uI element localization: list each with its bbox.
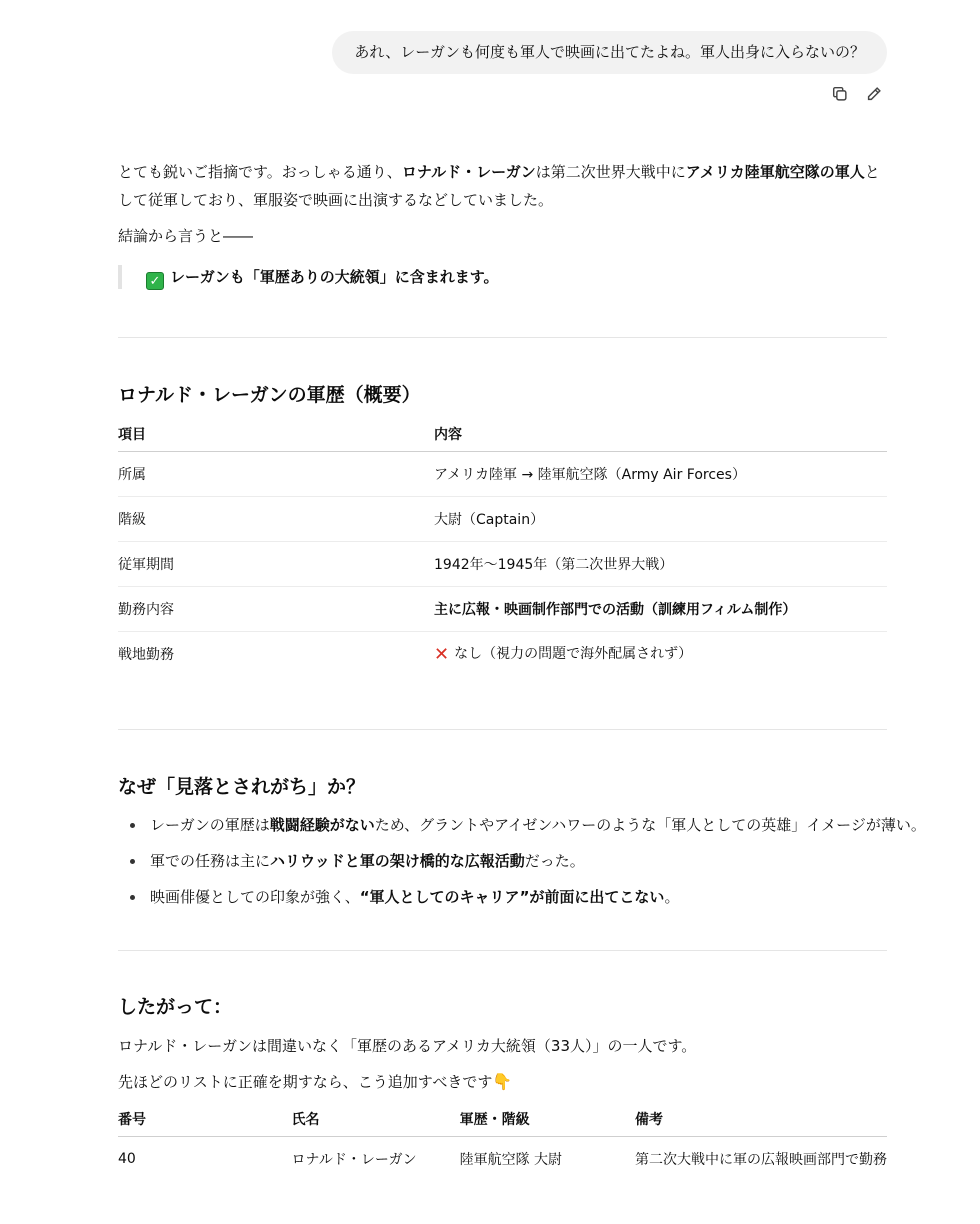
item-bold: 戦闘経験がない [269,816,375,834]
divider [118,950,887,951]
section-title-military-record: ロナルド・レーガンの軍歴（概要） [118,384,421,406]
intro-text: は第二次世界大戦中に [535,163,686,181]
item-text: 映画俳優としての印象が強く、 [150,888,360,906]
table-row [118,496,887,541]
table-cell: アメリカ陸軍 → 陸軍航空隊（Army Air Forces） [434,451,887,496]
table-cell: 陸軍航空隊 大尉 [459,1151,563,1168]
column-header: 番号 [118,1103,292,1136]
item-text: レーガンの軍歴は [150,816,270,834]
section-title-therefore: したがって： [118,996,233,1018]
column-header: 項目 [118,418,434,451]
table-cell: 従軍期間 [118,541,434,586]
table-row [118,631,887,676]
table-cell: 40 [118,1150,136,1167]
check-mark-icon: ✓ [146,272,164,290]
intro-bold-role: アメリカ陸軍航空隊の軍人 [685,163,865,181]
item-text: 。 [664,888,680,906]
table-cell: 所属 [118,451,434,496]
user-message: あれ、レーガンも何度も軍人で映画に出てたよね。軍人出身に入らないの？ [332,31,887,74]
conclusion-text: 結論から言うと―― [118,227,254,245]
addition-text: 先ほどのリストに正確を期すなら、こう追加すべきです [118,1073,493,1091]
intro-text: とても鋭いご指摘です。おっしゃる通り、 [118,163,402,181]
table-cell: 大尉（Captain） [434,496,887,541]
table-cell: 主に広報・映画制作部門での活動（訓練用フィルム制作） [434,586,887,631]
column-header: 内容 [434,418,887,451]
pointing-down-icon: 👇 [492,1072,513,1091]
table-cell: 階級 [118,496,434,541]
item-text: ため、グラントやアイゼンハワーのような「軍人としての英雄」イメージが薄い。 [374,816,926,834]
column-header: 氏名 [292,1103,460,1136]
table-header-row [118,1103,887,1136]
column-header: 備考 [635,1103,887,1136]
table-cell: ロナルド・レーガン [291,1151,417,1168]
quote-text: レーガンも「軍歴ありの大統領」に含まれます。 [170,268,499,286]
section-title-overlooked: なぜ「見落とされがち」か？ [118,776,366,798]
divider [118,337,887,338]
list-item [118,843,926,879]
item-text: だった。 [524,852,585,870]
divider [118,729,887,730]
intro-text: として従軍しており、軍服姿で映画に出演するなどしていました。 [118,163,880,209]
table-row [118,1136,887,1181]
message-actions [830,84,884,104]
list-item [118,807,926,843]
column-header: 軍歴・階級 [460,1103,635,1136]
table-cell: 勤務内容 [118,586,434,631]
intro-bold-name: ロナルド・レーガン [401,163,536,181]
table-row [118,451,887,496]
table-header-row [118,418,887,451]
list-item [118,879,926,915]
conclusion-paragraph: ロナルド・レーガンは間違いなく「軍歴のあるアメリカ大統領（33人）」の一人です。 [118,1037,697,1055]
cross-mark-icon: ✕ [434,643,450,665]
table-row [118,541,887,586]
copy-icon[interactable] [830,84,850,104]
table-cell: 第二次大戦中に軍の広報映画部門で勤務 [635,1151,887,1168]
table-cell: 戦地勤務 [118,646,174,663]
table-row [118,586,887,631]
reasons-list [118,807,926,915]
intro-paragraph [118,158,887,214]
addition-paragraph [118,1068,512,1096]
military-record-table [118,418,887,676]
cell-text: なし（視力の問題で海外配属されず） [454,645,693,662]
item-text: 軍での任務は主に [150,852,271,870]
edit-icon[interactable] [864,84,884,104]
blockquote [118,265,499,289]
item-bold: ハリウッドと軍の架け橋的な広報活動 [270,852,525,870]
table-cell [434,631,887,676]
item-bold: “軍人としてのキャリア”が前面に出てこない [359,888,665,906]
table-cell: 1942年〜1945年（第二次世界大戦） [434,541,887,586]
president-list-table [118,1103,887,1181]
